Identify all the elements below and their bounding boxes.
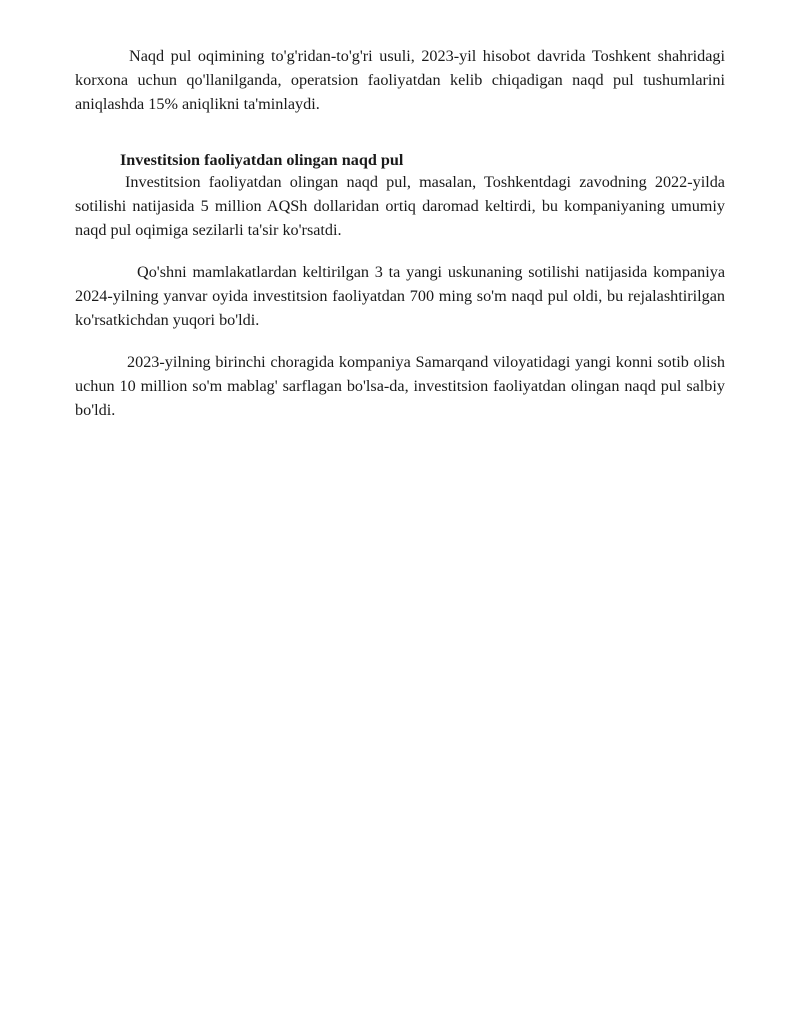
paragraph-equipment-sale: Qo'shni mamlakatlardan keltirilgan 3 ta yangi uskunaning sotilishi natijasida kompaniya 2024-yilning yanvar oyida investitsion faoliyatdan 700 ming so'm naqd pul oldi, bu rejalashtirilgan ko'rsatkichdan yuqori bo'ldi. <box>75 263 725 329</box>
paragraph-mine-purchase: 2023-yilning birinchi choragida kompaniya Samarqand viloyatidagi yangi konni sotib olish uchun 10 million so'm mablag' sarflagan bo'lsa-da, investitsion faoliyatdan olingan naqd pul salbiy bo'ldi. <box>75 353 725 419</box>
paragraph-factory-sale: Investitsion faoliyatdan olingan naqd pul, masalan, Toshkentdagi zavodning 2022-yilda sotilishi natijasida 5 million AQSh dollaridan ortiq daromad keltirdi, bu kompaniyaning umumiy naqd pul oqimiga sezilarli ta'sir ko'rsatdi. <box>75 173 725 239</box>
paragraph-direct-method: Naqd pul oqimining to'g'ridan-to'g'ri usuli, 2023-yil hisobot davrida Toshkent shahridagi korxona uchun qo'llanilganda, operatsion faoliyatdan kelib chiqadigan naqd pul tushumlarini aniqlashda 15% aniqlikni ta'minlaydi. <box>75 47 725 113</box>
section-heading: Investitsion faoliyatdan olingan naqd pul <box>120 151 404 169</box>
document-page <box>75 44 725 422</box>
